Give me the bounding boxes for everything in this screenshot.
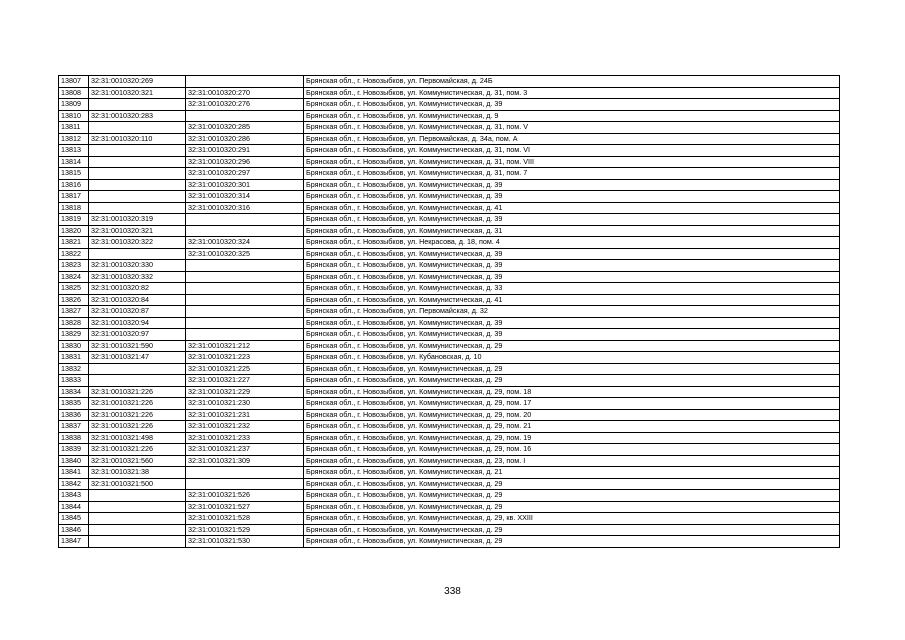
address-cell: Брянская обл., г. Новозыбков, ул. Коммунистическая, д. 21 — [304, 467, 840, 479]
cadastral-number-cell: 32:31:0010320:322 — [89, 237, 186, 249]
cadastral-number-cell: 32:31:0010320:332 — [89, 271, 186, 283]
table-row — [59, 283, 840, 295]
address-cell: Брянская обл., г. Новозыбков, ул. Коммунистическая, д. 31, пом. VIII — [304, 156, 840, 168]
row-number-cell: 13841 — [59, 467, 89, 479]
related-cadastral-number-cell: 32:31:0010321:528 — [186, 513, 304, 525]
address-cell: Брянская обл., г. Новозыбков, ул. Коммунистическая, д. 29, пом. 20 — [304, 409, 840, 421]
table-row — [59, 156, 840, 168]
related-cadastral-number-cell: 32:31:0010321:232 — [186, 421, 304, 433]
cadastral-number-cell — [89, 536, 186, 548]
row-number-cell: 13816 — [59, 179, 89, 191]
address-cell: Брянская обл., г. Новозыбков, ул. Коммунистическая, д. 29, кв. XXIII — [304, 513, 840, 525]
related-cadastral-number-cell: 32:31:0010320:285 — [186, 122, 304, 134]
cadastral-number-cell: 32:31:0010320:321 — [89, 87, 186, 99]
cadastral-number-cell: 32:31:0010321:226 — [89, 398, 186, 410]
address-cell: Брянская обл., г. Новозыбков, ул. Коммунистическая, д. 29, пом. 18 — [304, 386, 840, 398]
table-row — [59, 513, 840, 525]
address-cell: Брянская обл., г. Новозыбков, ул. Коммунистическая, д. 39 — [304, 248, 840, 260]
table-row — [59, 352, 840, 364]
address-cell: Брянская обл., г. Новозыбков, ул. Коммунистическая, д. 31 — [304, 225, 840, 237]
cadastral-number-cell: 32:31:0010320:321 — [89, 225, 186, 237]
table-row — [59, 133, 840, 145]
cadastral-number-cell: 32:31:0010320:82 — [89, 283, 186, 295]
related-cadastral-number-cell — [186, 110, 304, 122]
table-row — [59, 306, 840, 318]
cadastral-number-cell — [89, 99, 186, 111]
cadastral-number-cell — [89, 191, 186, 203]
address-cell: Брянская обл., г. Новозыбков, ул. Коммунистическая, д. 31, пом. VI — [304, 145, 840, 157]
registry-table — [58, 75, 840, 548]
table-row — [59, 294, 840, 306]
row-number-cell: 13829 — [59, 329, 89, 341]
row-number-cell: 13834 — [59, 386, 89, 398]
related-cadastral-number-cell: 32:31:0010321:227 — [186, 375, 304, 387]
related-cadastral-number-cell: 32:31:0010321:230 — [186, 398, 304, 410]
address-cell: Брянская обл., г. Новозыбков, ул. Коммунистическая, д. 29 — [304, 536, 840, 548]
cadastral-number-cell: 32:31:0010321:226 — [89, 444, 186, 456]
cadastral-number-cell: 32:31:0010320:269 — [89, 76, 186, 88]
row-number-cell: 13843 — [59, 490, 89, 502]
cadastral-number-cell: 32:31:0010320:330 — [89, 260, 186, 272]
address-cell: Брянская обл., г. Новозыбков, ул. Коммунистическая, д. 29, пом. 16 — [304, 444, 840, 456]
table-row — [59, 398, 840, 410]
row-number-cell: 13819 — [59, 214, 89, 226]
address-cell: Брянская обл., г. Новозыбков, ул. Коммунистическая, д. 39 — [304, 329, 840, 341]
related-cadastral-number-cell — [186, 76, 304, 88]
page-number: 338 — [444, 586, 461, 597]
related-cadastral-number-cell: 32:31:0010321:229 — [186, 386, 304, 398]
address-cell: Брянская обл., г. Новозыбков, ул. Коммунистическая, д. 39 — [304, 317, 840, 329]
related-cadastral-number-cell — [186, 478, 304, 490]
cadastral-number-cell — [89, 524, 186, 536]
related-cadastral-number-cell: 32:31:0010321:527 — [186, 501, 304, 513]
table-row — [59, 145, 840, 157]
address-cell: Брянская обл., г. Новозыбков, ул. Коммунистическая, д. 33 — [304, 283, 840, 295]
address-cell: Брянская обл., г. Новозыбков, ул. Коммунистическая, д. 29, пом. 21 — [304, 421, 840, 433]
row-number-cell: 13814 — [59, 156, 89, 168]
table-row — [59, 409, 840, 421]
related-cadastral-number-cell — [186, 214, 304, 226]
cadastral-number-cell: 32:31:0010321:38 — [89, 467, 186, 479]
cadastral-number-cell — [89, 202, 186, 214]
related-cadastral-number-cell — [186, 271, 304, 283]
address-cell: Брянская обл., г. Новозыбков, ул. Первомайская, д. 32 — [304, 306, 840, 318]
table-row — [59, 478, 840, 490]
address-cell: Брянская обл., г. Новозыбков, ул. Коммунистическая, д. 29, пом. 17 — [304, 398, 840, 410]
address-cell: Брянская обл., г. Новозыбков, ул. Кубановская, д. 10 — [304, 352, 840, 364]
table-row — [59, 421, 840, 433]
address-cell: Брянская обл., г. Новозыбков, ул. Коммунистическая, д. 29 — [304, 501, 840, 513]
related-cadastral-number-cell: 32:31:0010320:324 — [186, 237, 304, 249]
related-cadastral-number-cell — [186, 283, 304, 295]
related-cadastral-number-cell: 32:31:0010320:314 — [186, 191, 304, 203]
cadastral-number-cell — [89, 501, 186, 513]
table-row — [59, 260, 840, 272]
related-cadastral-number-cell — [186, 225, 304, 237]
related-cadastral-number-cell: 32:31:0010321:309 — [186, 455, 304, 467]
cadastral-number-cell: 32:31:0010320:319 — [89, 214, 186, 226]
table-row — [59, 76, 840, 88]
address-cell: Брянская обл., г. Новозыбков, ул. Некрасова, д. 18, пом. 4 — [304, 237, 840, 249]
row-number-cell: 13828 — [59, 317, 89, 329]
cadastral-number-cell — [89, 375, 186, 387]
cadastral-number-cell — [89, 156, 186, 168]
cadastral-number-cell: 32:31:0010321:226 — [89, 409, 186, 421]
table-row — [59, 202, 840, 214]
address-cell: Брянская обл., г. Новозыбков, ул. Коммунистическая, д. 39 — [304, 271, 840, 283]
related-cadastral-number-cell: 32:31:0010320:291 — [186, 145, 304, 157]
address-cell: Брянская обл., г. Новозыбков, ул. Коммунистическая, д. 29 — [304, 524, 840, 536]
cadastral-number-cell: 32:31:0010320:97 — [89, 329, 186, 341]
row-number-cell: 13847 — [59, 536, 89, 548]
row-number-cell: 13833 — [59, 375, 89, 387]
row-number-cell: 13835 — [59, 398, 89, 410]
cadastral-number-cell: 32:31:0010320:94 — [89, 317, 186, 329]
table-row — [59, 122, 840, 134]
related-cadastral-number-cell — [186, 294, 304, 306]
row-number-cell: 13824 — [59, 271, 89, 283]
table-row — [59, 501, 840, 513]
row-number-cell: 13818 — [59, 202, 89, 214]
row-number-cell: 13820 — [59, 225, 89, 237]
related-cadastral-number-cell: 32:31:0010321:212 — [186, 340, 304, 352]
address-cell: Брянская обл., г. Новозыбков, ул. Коммунистическая, д. 39 — [304, 214, 840, 226]
related-cadastral-number-cell — [186, 317, 304, 329]
table-row — [59, 225, 840, 237]
cadastral-number-cell — [89, 363, 186, 375]
cadastral-number-cell — [89, 168, 186, 180]
address-cell: Брянская обл., г. Новозыбков, ул. Коммунистическая, д. 39 — [304, 260, 840, 272]
related-cadastral-number-cell: 32:31:0010321:530 — [186, 536, 304, 548]
table-row — [59, 168, 840, 180]
row-number-cell: 13831 — [59, 352, 89, 364]
table-row — [59, 375, 840, 387]
row-number-cell: 13815 — [59, 168, 89, 180]
row-number-cell: 13822 — [59, 248, 89, 260]
row-number-cell: 13839 — [59, 444, 89, 456]
cadastral-number-cell: 32:31:0010320:87 — [89, 306, 186, 318]
related-cadastral-number-cell: 32:31:0010320:296 — [186, 156, 304, 168]
row-number-cell: 13825 — [59, 283, 89, 295]
row-number-cell: 13837 — [59, 421, 89, 433]
cadastral-number-cell: 32:31:0010321:498 — [89, 432, 186, 444]
related-cadastral-number-cell: 32:31:0010321:225 — [186, 363, 304, 375]
row-number-cell: 13813 — [59, 145, 89, 157]
related-cadastral-number-cell — [186, 306, 304, 318]
related-cadastral-number-cell: 32:31:0010321:526 — [186, 490, 304, 502]
address-cell: Брянская обл., г. Новозыбков, ул. Коммунистическая, д. 23, пом. I — [304, 455, 840, 467]
row-number-cell: 13845 — [59, 513, 89, 525]
table-row — [59, 317, 840, 329]
address-cell: Брянская обл., г. Новозыбков, ул. Коммунистическая, д. 9 — [304, 110, 840, 122]
table-row — [59, 524, 840, 536]
cadastral-number-cell: 32:31:0010320:283 — [89, 110, 186, 122]
related-cadastral-number-cell: 32:31:0010320:316 — [186, 202, 304, 214]
table-row — [59, 340, 840, 352]
address-cell: Брянская обл., г. Новозыбков, ул. Коммунистическая, д. 29 — [304, 340, 840, 352]
row-number-cell: 13812 — [59, 133, 89, 145]
address-cell: Брянская обл., г. Новозыбков, ул. Первомайская, д. 34а, пом. А — [304, 133, 840, 145]
cadastral-number-cell: 32:31:0010321:226 — [89, 386, 186, 398]
table-row — [59, 386, 840, 398]
row-number-cell: 13836 — [59, 409, 89, 421]
address-cell: Брянская обл., г. Новозыбков, ул. Коммунистическая, д. 29 — [304, 490, 840, 502]
address-cell: Брянская обл., г. Новозыбков, ул. Коммунистическая, д. 41 — [304, 294, 840, 306]
related-cadastral-number-cell — [186, 467, 304, 479]
row-number-cell: 13821 — [59, 237, 89, 249]
cadastral-number-cell: 32:31:0010320:84 — [89, 294, 186, 306]
address-cell: Брянская обл., г. Новозыбков, ул. Коммунистическая, д. 39 — [304, 191, 840, 203]
cadastral-number-cell: 32:31:0010321:226 — [89, 421, 186, 433]
table-row — [59, 110, 840, 122]
row-number-cell: 13826 — [59, 294, 89, 306]
cadastral-number-cell: 32:31:0010321:560 — [89, 455, 186, 467]
cadastral-number-cell: 32:31:0010320:110 — [89, 133, 186, 145]
address-cell: Брянская обл., г. Новозыбков, ул. Первомайская, д. 24Б — [304, 76, 840, 88]
table-row — [59, 237, 840, 249]
row-number-cell: 13840 — [59, 455, 89, 467]
cadastral-number-cell: 32:31:0010321:47 — [89, 352, 186, 364]
address-cell: Брянская обл., г. Новозыбков, ул. Коммунистическая, д. 31, пом. 7 — [304, 168, 840, 180]
table-row — [59, 271, 840, 283]
cadastral-number-cell — [89, 513, 186, 525]
related-cadastral-number-cell — [186, 260, 304, 272]
address-cell: Брянская обл., г. Новозыбков, ул. Коммунистическая, д. 29 — [304, 478, 840, 490]
related-cadastral-number-cell: 32:31:0010321:237 — [186, 444, 304, 456]
related-cadastral-number-cell: 32:31:0010320:297 — [186, 168, 304, 180]
table-row — [59, 444, 840, 456]
cadastral-number-cell — [89, 179, 186, 191]
related-cadastral-number-cell: 32:31:0010321:233 — [186, 432, 304, 444]
related-cadastral-number-cell: 32:31:0010320:286 — [186, 133, 304, 145]
table-row — [59, 214, 840, 226]
address-cell: Брянская обл., г. Новозыбков, ул. Коммунистическая, д. 31, пом. 3 — [304, 87, 840, 99]
table-row — [59, 363, 840, 375]
related-cadastral-number-cell: 32:31:0010320:325 — [186, 248, 304, 260]
cadastral-number-cell — [89, 490, 186, 502]
cadastral-number-cell: 32:31:0010321:500 — [89, 478, 186, 490]
row-number-cell: 13838 — [59, 432, 89, 444]
table-row — [59, 99, 840, 111]
row-number-cell: 13811 — [59, 122, 89, 134]
related-cadastral-number-cell: 32:31:0010321:223 — [186, 352, 304, 364]
cadastral-number-cell: 32:31:0010321:590 — [89, 340, 186, 352]
address-cell: Брянская обл., г. Новозыбков, ул. Коммунистическая, д. 29, пом. 19 — [304, 432, 840, 444]
table-row — [59, 329, 840, 341]
table-row — [59, 455, 840, 467]
address-cell: Брянская обл., г. Новозыбков, ул. Коммунистическая, д. 39 — [304, 99, 840, 111]
address-cell: Брянская обл., г. Новозыбков, ул. Коммунистическая, д. 39 — [304, 179, 840, 191]
table-row — [59, 179, 840, 191]
row-number-cell: 13809 — [59, 99, 89, 111]
related-cadastral-number-cell — [186, 329, 304, 341]
table-row — [59, 87, 840, 99]
address-cell: Брянская обл., г. Новозыбков, ул. Коммунистическая, д. 31, пом. V — [304, 122, 840, 134]
cadastral-number-cell — [89, 145, 186, 157]
table-row — [59, 191, 840, 203]
related-cadastral-number-cell: 32:31:0010320:276 — [186, 99, 304, 111]
row-number-cell: 13810 — [59, 110, 89, 122]
related-cadastral-number-cell: 32:31:0010321:529 — [186, 524, 304, 536]
cadastral-number-cell — [89, 122, 186, 134]
row-number-cell: 13846 — [59, 524, 89, 536]
row-number-cell: 13808 — [59, 87, 89, 99]
address-cell: Брянская обл., г. Новозыбков, ул. Коммунистическая, д. 29 — [304, 363, 840, 375]
row-number-cell: 13842 — [59, 478, 89, 490]
row-number-cell: 13830 — [59, 340, 89, 352]
related-cadastral-number-cell: 32:31:0010321:231 — [186, 409, 304, 421]
address-cell: Брянская обл., г. Новозыбков, ул. Коммунистическая, д. 29 — [304, 375, 840, 387]
row-number-cell: 13827 — [59, 306, 89, 318]
registry-table-body — [59, 76, 840, 548]
table-row — [59, 248, 840, 260]
address-cell: Брянская обл., г. Новозыбков, ул. Коммунистическая, д. 41 — [304, 202, 840, 214]
row-number-cell: 13844 — [59, 501, 89, 513]
table-row — [59, 536, 840, 548]
row-number-cell: 13817 — [59, 191, 89, 203]
table-row — [59, 432, 840, 444]
table-row — [59, 490, 840, 502]
cadastral-number-cell — [89, 248, 186, 260]
row-number-cell: 13832 — [59, 363, 89, 375]
table-row — [59, 467, 840, 479]
related-cadastral-number-cell: 32:31:0010320:301 — [186, 179, 304, 191]
row-number-cell: 13807 — [59, 76, 89, 88]
related-cadastral-number-cell: 32:31:0010320:270 — [186, 87, 304, 99]
row-number-cell: 13823 — [59, 260, 89, 272]
